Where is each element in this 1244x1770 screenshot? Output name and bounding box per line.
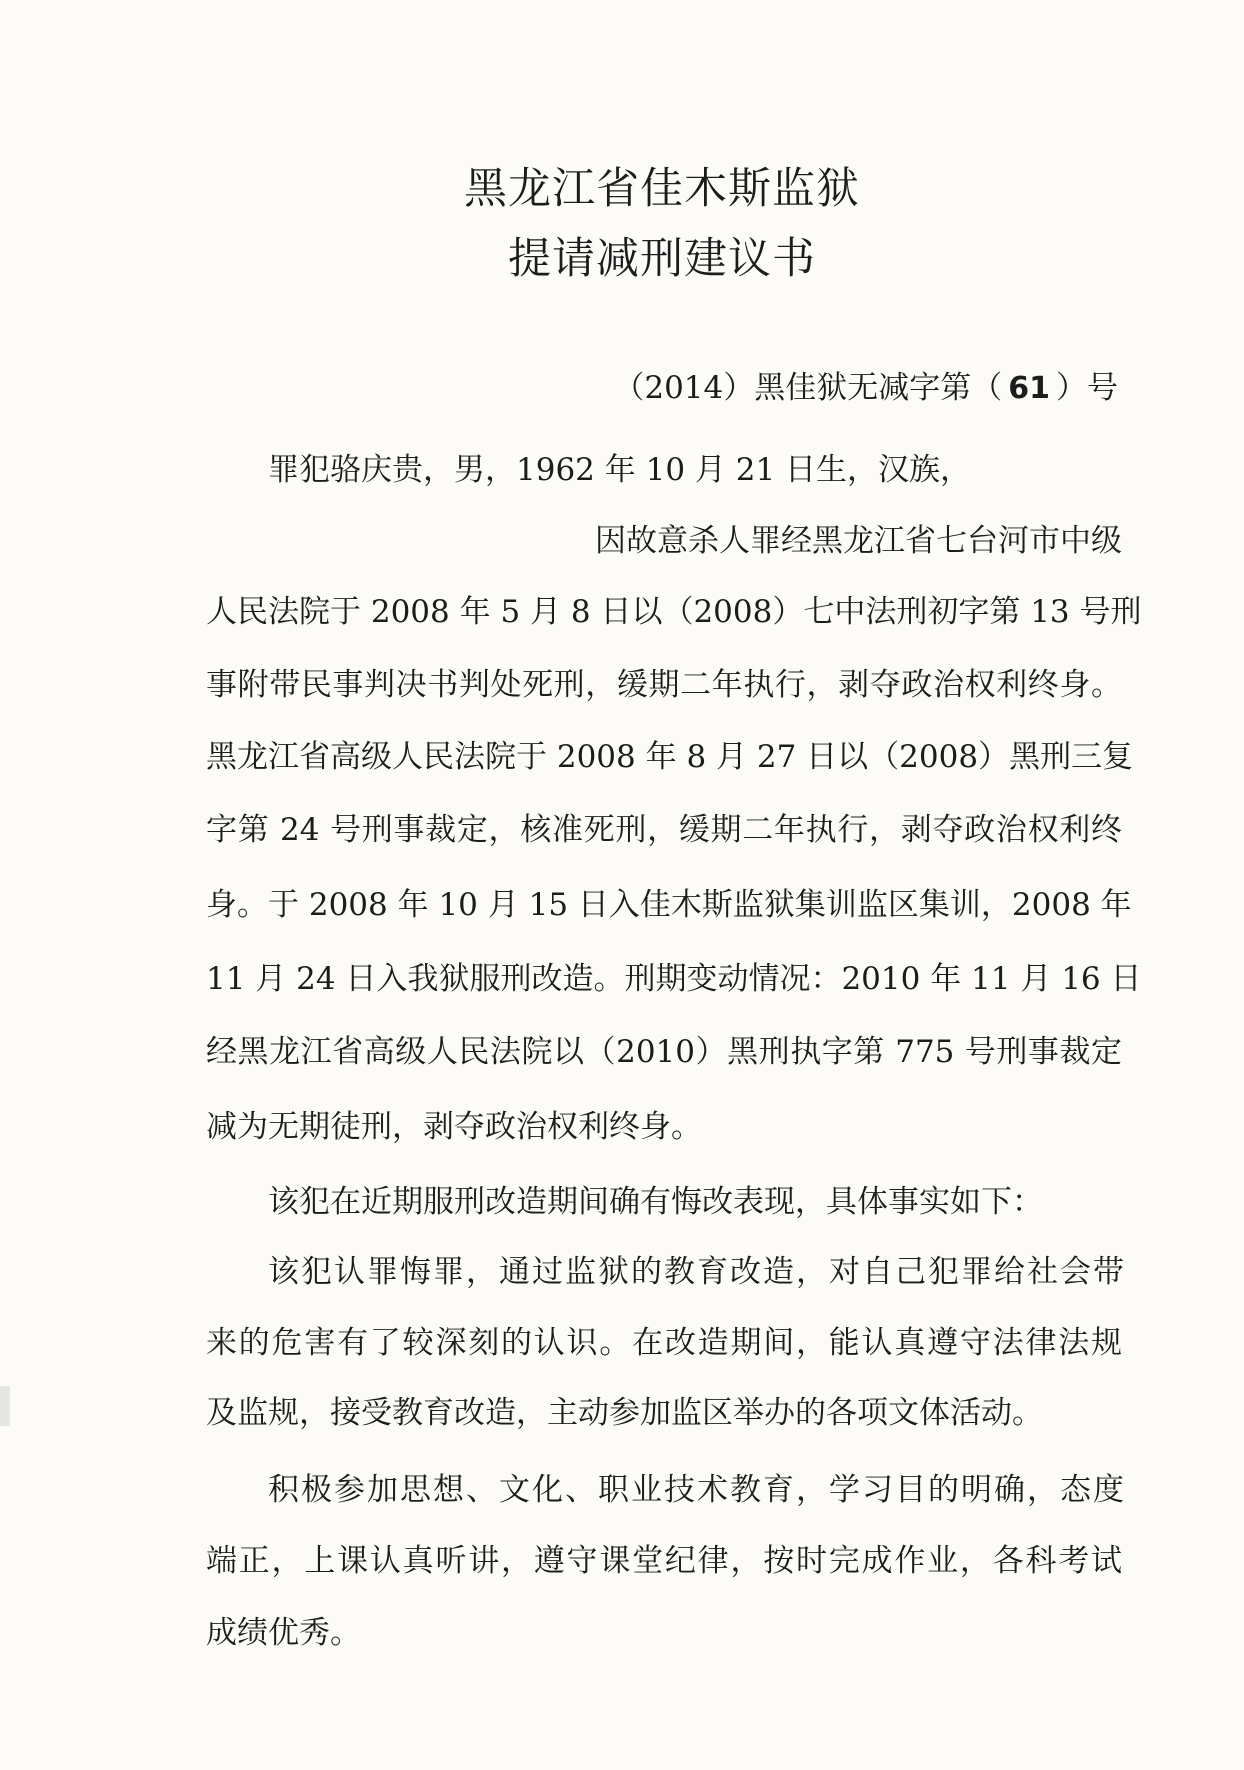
paragraph-line: 事附带民事判决书判处死刑，缓期二年执行，剥夺政治权利终身。 — [206, 667, 1122, 703]
document-number-suffix: ）号 — [1056, 370, 1118, 406]
paragraph-line: 字第 24 号刑事裁定，核准死刑，缓期二年执行，剥夺政治权利终 — [206, 812, 1122, 848]
paragraph-line: 人民法院于 2008 年 5 月 8 日以（2008）七中法刑初字第 13 号刑 — [206, 594, 1142, 630]
paragraph-line: 端正，上课认真听讲，遵守课堂纪律，按时完成作业，各科考试 — [206, 1543, 1122, 1579]
paragraph-line: 积极参加思想、文化、职业技术教育，学习目的明确，态度 — [268, 1472, 1124, 1508]
paragraph-line: 因故意杀人罪经黑龙江省七台河市中级 — [595, 523, 1122, 559]
paragraph-line: 该犯认罪悔罪，通过监狱的教育改造，对自己犯罪给社会带 — [268, 1254, 1124, 1290]
paragraph-line: 11 月 24 日入我狱服刑改造。刑期变动情况：2010 年 11 月 16 日 — [206, 961, 1142, 997]
document-title-line2: 提请减刑建议书 — [508, 234, 816, 284]
paragraph-line: 经黑龙江省高级人民法院以（2010）黑刑执字第 775 号刑事裁定 — [206, 1034, 1122, 1070]
paragraph-line: 该犯在近期服刑改造期间确有悔改表现，具体事实如下： — [268, 1184, 1043, 1220]
paragraph-line: 及监规，接受教育改造，主动参加监区举办的各项文体活动。 — [206, 1395, 1043, 1431]
document-title-line1: 黑龙江省佳木斯监狱 — [464, 164, 860, 214]
paragraph-line: 来的危害有了较深刻的认识。在改造期间，能认真遵守法律法规 — [206, 1325, 1122, 1361]
paragraph-line: 罪犯骆庆贵，男，1962 年 10 月 21 日生，汉族， — [268, 452, 972, 488]
document-number — [613, 370, 1118, 406]
paragraph-line: 身。于 2008 年 10 月 15 日入佳木斯监狱集训监区集训，2008 年 — [206, 887, 1132, 923]
document-number-prefix: （2014）黑佳狱无减字第（ — [613, 370, 1003, 406]
paragraph-line: 成绩优秀。 — [206, 1615, 361, 1651]
paragraph-line: 减为无期徒刑，剥夺政治权利终身。 — [206, 1109, 702, 1145]
paragraph-line: 黑龙江省高级人民法院于 2008 年 8 月 27 日以（2008）黑刑三复 — [206, 739, 1134, 775]
document-number-value: 61 — [1008, 371, 1050, 406]
scan-edge-mark — [0, 1386, 10, 1426]
